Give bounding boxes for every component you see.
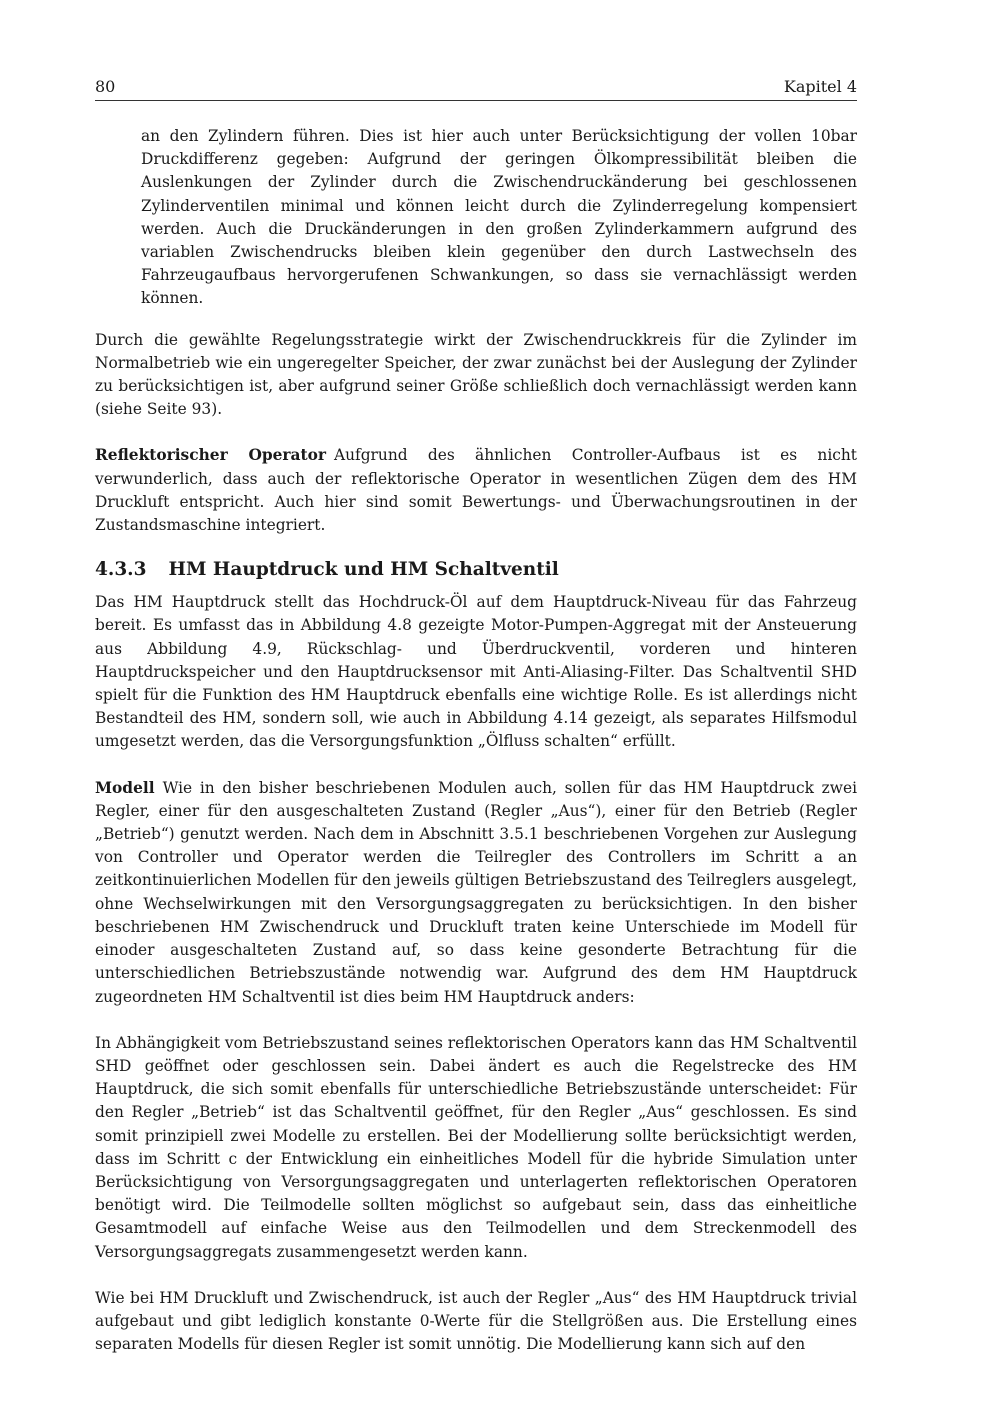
paragraph-reflektorischer-operator (95, 444, 857, 537)
paragraph-regelungsstrategie: Durch die gewählte Regelungsstrategie wirkt der Zwischendruckkreis für die Zylinder im Normalbetrieb wie ein ungeregelter Speicher, der zwar zunächst bei der Auslegung der Zylinder zu berücksichtigen ist, aber aufgrund seiner Größe schließlich doch vernachlässigt werden kann (siehe Seite 93). (95, 330, 857, 419)
page-number: 80 (95, 77, 116, 96)
paragraph-hm-hauptdruck: Das HM Hauptdruck stellt das Hochdruck-Öl auf dem Hauptdruck-Niveau für das Fahrzeug bereit. Es umfasst das in Abbildung 4.8 gezeigte Motor-Pumpen-Aggregat mit der Ansteuerung aus Abbildung 4.9, Rückschlag- und Überdruckventil, vorderen und hinteren Hauptdruckspeicher und den Hauptdrucksensor mit Anti-Aliasing-Filter. Das Schaltventil SHD spielt für die Funktion des HM Hauptdruck ebenfalls eine wichtige Rolle. Es ist allerdings nicht Bestandteil des HM, sondern soll, wie auch in Abbildung 4.14 gezeigt, als separates Hilfsmodul umgesetzt werden, das die Versorgungsfunktion „Ölfluss schalten“ erfüllt. (95, 593, 857, 751)
run-in-heading-reflektorisch: Reflektorischer Operator (95, 446, 326, 465)
run-in-heading-modell: Modell (95, 778, 155, 797)
modell-text: Wie in den bisher beschriebenen Modulen auch, sollen für das HM Hauptdruck zwei Regler, einer für den ausgeschalteten Zustand (Regler „Aus“), einer für den Betrieb (Regler „Betrieb“) genutzt werden. Nach dem in Abschnitt 3.5.1 beschriebenen Vorgehen zur Auslegung von Controller und Operator werden die Teilregler des Controllers im Schritt a an zeitkontinuierlichen Modellen für den jeweils gültigen Betriebszustand des Teilreglers ausgelegt, ohne Wechselwirkungen mit den Versorgungsaggregaten zu berücksichtigen. In den bisher beschriebenen HM Zwischendruck und Druckluft traten keine Unterschiede im Modell für einoder ausgeschalteten Zustand auf, so dass keine gesonderte Betrachtung für die unterschiedlichen Betriebszustände notwendig war. Aufgrund des dem HM Hauptdruck zugeordneten HM Schaltventil ist dies beim HM Hauptdruck anders: (95, 778, 858, 1006)
section-number: 4.3.3 (95, 559, 147, 581)
chapter-label: Kapitel 4 (783, 77, 857, 96)
section-heading (95, 557, 857, 583)
paragraph-regler-aus: Wie bei HM Druckluft und Zwischendruck, ist auch der Regler „Aus“ des HM Hauptdruck trivial aufgebaut und gibt lediglich konstante 0-Werte für die Stellgrößen aus. Die Erstellung eines separaten Modells für diesen Regler ist somit unnötig. Die Modellierung kann sich auf den (95, 1288, 857, 1354)
continued-paragraph: an den Zylindern führen. Dies ist hier auch unter Berücksichtigung der vollen 10bar Druckdifferenz gegeben: Aufgrund der geringen Ölkompressibilität bleiben die Auslenkungen der Zylinder durch die Zwischendruckänderung bei geschlossenen Zylinderventilen minimal und können leicht durch die Zylinderregelung kompensiert werden. Auch die Druckänderungen in den großen Zylinderkammern aufgrund des variablen Zwischendrucks bleiben klein gegenüber den durch Lastwechseln des Fahrzeugaufbaus hervorgerufenen Schwankungen, so dass sie vernachlässigt werden können. (141, 127, 857, 308)
page-body (95, 125, 857, 1356)
section-title: HM Hauptdruck und HM Schaltventil (168, 559, 559, 581)
reflektorisch-text: Aufgrund des ähnlichen Controller-Aufbaus ist es nicht verwunderlich, dass auch der reflektorische Operator in wesentlichen Zügen dem des HM Druckluft entspricht. Auch hier sind somit Bewertungs- und Überwachungsroutinen in der Zustandsmaschine integriert. (95, 446, 857, 535)
paragraph-betriebszustand: In Abhängigkeit vom Betriebszustand seines reflektorischen Operators kann das HM Schaltventil SHD geöffnet oder geschlossen sein. Dabei ändert es auch die Regelstrecke des HM Hauptdruck, die sich somit ebenfalls für unterschiedliche Betriebszustände unterscheidet: Für den Regler „Betrieb“ ist das Schaltventil geöffnet, für den Regler „Aus“ geschlossen. Es sind somit prinzipiell zwei Modelle zu erstellen. Bei der Modellierung sollte berücksichtigt werden, dass im Schritt c der Entwicklung ein einheitliches Modell für die hybride Simulation unter Berücksichtigung von Versorgungsaggregaten und unterlagerten reflektorischen Operatoren benötigt wird. Die Teilmodelle sollten möglichst so aufgebaut sein, dass das einheitliche Gesamtmodell auf einfache Weise aus den Teilmodellen und dem Streckenmodell des Versorgungsaggregats zusammengesetzt werden kann. (95, 1033, 857, 1261)
running-header (95, 76, 857, 101)
paragraph-modell (95, 777, 857, 1009)
